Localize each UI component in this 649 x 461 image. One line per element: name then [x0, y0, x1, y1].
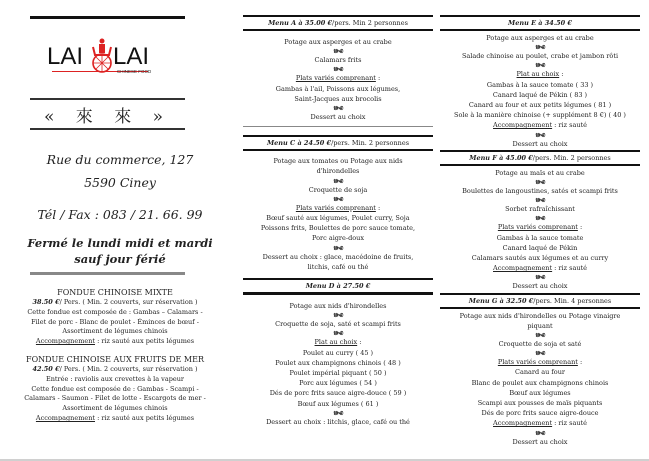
menu-line: piquant — [527, 321, 553, 330]
accomp-label: Accompagnement — [493, 419, 553, 428]
menu-dish: Bœuf aux légumes ( 61 ) — [297, 399, 379, 408]
separator-icon: ഋഎ — [535, 215, 545, 222]
accomp-text: : riz sauté — [552, 264, 587, 273]
menu-line: Dessert au choix — [310, 113, 366, 122]
accomp-label: Accompagnement — [35, 413, 96, 422]
logo-subtitle: CHINESE FOOD — [117, 69, 152, 74]
menu-dish: Poulet impérial piquant ( 50 ) — [289, 369, 387, 378]
separator-icon: ഋഎ — [535, 179, 545, 186]
menu-line: Croquette de soja — [308, 185, 368, 194]
menu-f-items — [440, 168, 640, 292]
closed-line2: sauf jour férié — [74, 252, 166, 266]
menu-line: Sorbet rafraîchissant — [505, 205, 575, 214]
rule — [30, 98, 185, 100]
menu-dish: Dés de porc frits sauce aigre-douce — [481, 409, 599, 418]
menu-subheading: Plats variés comprenant — [295, 74, 376, 83]
fondue-title: FONDUE CHINOISE MIXTE — [57, 288, 173, 297]
menu-subheading: Plats variés comprenant — [497, 223, 578, 232]
rule — [440, 164, 640, 166]
rule — [30, 128, 185, 130]
menu-subheading: Plats variés comprenant — [295, 203, 376, 212]
fondue-price-note: / Pers. ( Min. 2 couverts, sur réservation ) — [59, 365, 198, 373]
menu-e-items — [440, 33, 640, 149]
accomp-label: Accompagnement — [493, 121, 553, 130]
menu-suffix: /pers. Min. 2 personnes — [532, 153, 611, 162]
separator-icon: ഋഎ — [333, 312, 343, 319]
separator-icon: ഋഎ — [333, 409, 343, 416]
menu-line: Croquette de soja, saté et scampi frits — [275, 320, 401, 329]
menu-line: Dessert au choix — [512, 437, 568, 446]
menu-line: Croquette de soja et saté — [498, 340, 582, 349]
menu-g-header — [440, 295, 640, 307]
separator-icon: ഋഎ — [333, 66, 343, 73]
menu-d-items — [243, 301, 433, 427]
colon: : — [357, 338, 362, 347]
fondue-line: Cette fondue est composée de : Gambas – Calamars - — [27, 307, 203, 316]
separator-icon: ഋഎ — [535, 350, 545, 357]
rule — [243, 29, 433, 31]
colon: : — [375, 74, 381, 83]
menu-dish: Bœuf aux légumes — [509, 388, 571, 397]
menu-dish: Gambas à la sauce tomate — [496, 233, 584, 242]
separator-icon: ഋഎ — [535, 332, 545, 339]
separator-icon: ഋഎ — [535, 44, 545, 51]
colon: : — [375, 203, 381, 212]
separator-icon: ഋഎ — [535, 274, 545, 281]
menu-line: Saint-Jacques aux brocolis — [294, 94, 382, 103]
accomp-text: : riz sauté aux petits légumes — [95, 413, 195, 422]
menu-d-header — [243, 280, 433, 292]
rule — [243, 149, 433, 151]
fondue-line: Assortiment de légumes chinois — [62, 327, 168, 336]
menu-line: Boulettes de langoustines, satés et scampi frits — [462, 187, 618, 196]
rickshaw-icon — [89, 37, 115, 73]
menu-dish: Blanc de poulet aux champignons chinois — [471, 378, 609, 387]
menu-suffix: /pers. Min. 2 personnes — [331, 139, 410, 148]
menu-dish: Canard au four et aux petits légumes ( 81 ) — [468, 101, 612, 110]
menu-dish: Canard au four — [515, 368, 565, 377]
accomp-text: : riz sauté aux petits légumes — [95, 337, 195, 346]
menu-dish: Calamars sautés aux légumes et au curry — [471, 254, 609, 263]
menu-a-header — [243, 17, 433, 29]
separator-icon: ഋഎ — [535, 197, 545, 204]
fondue-mixte — [10, 287, 220, 347]
menu-dish: Porc aux légumes ( 54 ) — [299, 379, 377, 388]
menu-subheading: Plat au choix — [314, 338, 358, 347]
menu-title: Menu D à 27.50 € — [305, 282, 371, 291]
menu-line: Potage aux nids d'hirondelles ou Potage vinaigre — [459, 311, 621, 320]
fondue-price: 42.50 € — [32, 365, 60, 373]
fondue-price-note: / Pers. ( Min. 2 couverts, sur réservation ) — [59, 298, 198, 306]
accomp-label: Accompagnement — [493, 264, 553, 273]
menu-dish: Scampi aux pousses de maïs piquants — [477, 399, 603, 408]
menu-line: Poissons frits, Boulettes de porc sauce tomate, — [260, 224, 416, 233]
menu-dish: Canard laqué de Pékin ( 83 ) — [492, 90, 588, 99]
menu-line: Porc aigre-doux — [311, 234, 365, 243]
menu-line: Dessert au choix : litchis, glace, café ou thé — [266, 417, 410, 426]
separator-icon: ഋഎ — [333, 244, 343, 251]
rule — [30, 272, 185, 275]
menu-suffix: /pers. Min. 4 personnes — [533, 296, 612, 305]
colon: : — [577, 223, 583, 232]
menu-title: Menu E à 34.50 € — [508, 19, 572, 27]
separator-icon: ഋഎ — [333, 330, 343, 337]
colon: : — [559, 70, 564, 79]
accomp-label: Accompagnement — [35, 337, 96, 346]
logo — [47, 37, 157, 77]
menu-dish: Poulet aux champignons chinois ( 48 ) — [275, 358, 401, 367]
closed-line1: Fermé le lundi midi et mardi — [27, 236, 213, 250]
menu-line: Potage aux asperges et au crabe — [486, 34, 594, 42]
middle-column — [243, 0, 433, 427]
colon: : — [577, 358, 583, 367]
separator-icon: ഋഎ — [333, 177, 343, 184]
menu-line: Bœuf sauté aux légumes, Poulet curry, Soja — [266, 214, 410, 223]
menu-c-items — [243, 156, 433, 272]
separator-icon: ഋഎ — [333, 48, 343, 55]
menu-suffix: /pers. Min 2 personnes — [332, 19, 408, 27]
fondue-line: Assortiment de légumes chinois — [62, 404, 168, 413]
menu-subheading: Plat au choix — [516, 70, 560, 79]
right-column — [440, 0, 640, 447]
fondue-line: Cette fondue est composée de : Gambas - Scampi - — [31, 384, 199, 393]
menu-g-items — [440, 311, 640, 447]
separator-icon: ഋഎ — [535, 62, 545, 69]
rule — [243, 292, 433, 295]
menu-title: Menu G à 32.50 € — [468, 296, 534, 305]
menu-line: d'hirondelles — [316, 167, 360, 176]
rule — [440, 29, 640, 31]
menu-f-header — [440, 152, 640, 164]
phone: Tél / Fax : 083 / 21. 66. 99 — [37, 207, 203, 222]
left-column — [30, 0, 185, 19]
menu-dish: Gambas à la sauce tomate ( 33 ) — [486, 80, 594, 89]
fondue-line: Filet de porc - Blanc de poulet - Éminces de bœuf - — [31, 317, 199, 326]
accomp-text: : riz sauté — [552, 419, 587, 428]
menu-line: Gambas à l'ail, Poissons aux légumes, — [275, 84, 401, 93]
fondue-price: 38.50 € — [32, 298, 60, 306]
menu-line: Dessert au choix — [512, 139, 568, 148]
address-line1: Rue du commerce, 127 — [46, 152, 194, 167]
separator-icon: ഋഎ — [333, 105, 343, 112]
menu-line: litchis, café ou thé — [307, 262, 369, 271]
menu-dish: Canard laqué de Pékin — [502, 243, 578, 252]
rule — [440, 307, 640, 309]
separator-icon: ഋഎ — [535, 131, 545, 138]
accomp-text: : riz sauté — [552, 121, 587, 130]
menu-line: Dessert au choix : glace, macédoine de fruits, — [262, 252, 414, 261]
menu-line: Potage aux asperges et au crabe — [284, 38, 392, 46]
menu-subheading: Plats variés comprenant — [497, 358, 578, 367]
menu-line: Potage aux nids d'hirondelles — [289, 302, 387, 311]
menu-a-items — [243, 37, 433, 122]
separator-icon: ഋഎ — [333, 195, 343, 202]
top-rule — [30, 16, 185, 19]
fondue-fruits-de-mer — [10, 354, 220, 424]
logo-text-right: LAI — [113, 43, 150, 70]
menu-line: Calamars frits — [314, 56, 362, 65]
logo-text-left: LAI — [47, 43, 84, 70]
menu-dish: Dés de porc frits sauce aigre-douce ( 59 ) — [269, 389, 407, 398]
rule — [243, 126, 433, 127]
fondue-line: Entrée : raviolis aux crevettes à la vapeur — [45, 374, 185, 383]
fondue-line: Calamars - Saumon - Filet de lotte - Escargots de mer - — [24, 394, 206, 403]
menu-title: Menu C à 24.50 € — [266, 139, 332, 148]
menu-line: Potage aux tomates ou Potage aux nids — [273, 157, 403, 166]
menu-line: Salade chinoise au poulet, crabe et jambon rôti — [461, 52, 619, 61]
menu-line: Dessert au choix — [512, 282, 568, 291]
menu-c-header — [243, 137, 433, 149]
menu-e-header — [440, 17, 640, 29]
menu-dish: Poulet au curry ( 45 ) — [302, 348, 374, 357]
chinese-name: « 來 來 » — [43, 107, 171, 127]
address-line2: 5590 Ciney — [84, 175, 156, 190]
fondue-title: FONDUE CHINOISE AUX FRUITS DE MER — [26, 355, 204, 364]
menu-title: Menu F à 45.00 € — [469, 153, 533, 162]
separator-icon: ഋഎ — [535, 429, 545, 436]
menu-line: Potage au maïs et au crabe — [495, 168, 585, 177]
menu-title: Menu A à 35.00 € — [268, 19, 333, 27]
menu-dish: Sole à la manière chinoise (+ supplément 8 €) ( 40 ) — [454, 111, 626, 120]
